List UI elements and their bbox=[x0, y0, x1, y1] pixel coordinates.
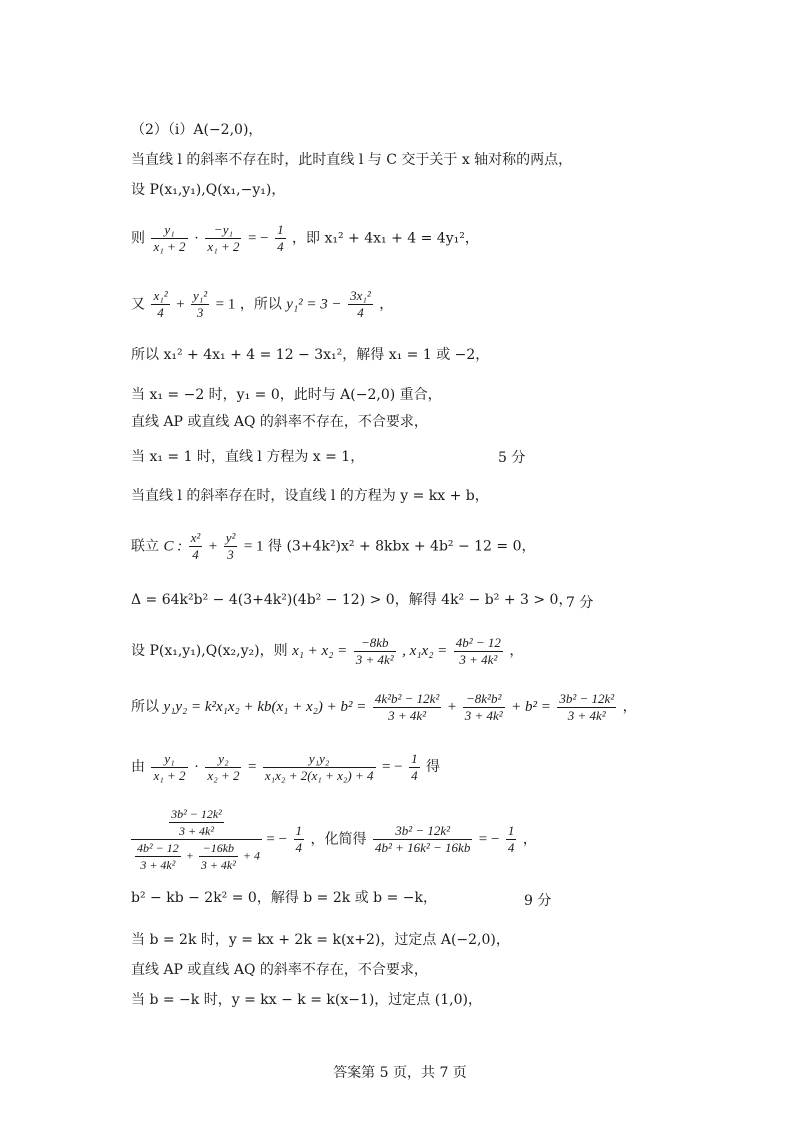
line-quadratic-b: b² − kb − 2k² = 0，解得 b = 2k 或 b = −k， bbox=[131, 890, 437, 906]
line-set-points: 设 P(x₁,y₁),Q(x₁,−y₁)， bbox=[131, 182, 286, 198]
fraction: $\frac{\text{3b² − 12k²}}{\text{3 + 4k²}}$ bbox=[559, 690, 615, 723]
line-solve-x1: 所以 x₁² + 4x₁ + 4 = 12 − 3x₁²，解得 x₁ = 1 或 −2， bbox=[131, 347, 490, 363]
line-y1y2: 所以 y₁y₂ = k²x₁x₂ + kb(x₁ + x₂) + b² = $\frac{\text{4k²b² − 12k²}}{\text{3 + 4k²}}$ + $\frac{\text{−8k²b²}}{\text{3 + 4k²}}$ + b² = $\frac{\text{3b² − 12k²}}{\text{3 + 4k²}}$ ， bbox=[131, 690, 637, 723]
fraction: $\frac{1}{4}$ bbox=[295, 823, 303, 855]
line-ellipse-eq: 又 $\frac{\text{x₁²}}{4}$ + $\frac{\text{y₁²}}{3}$ = 1 ，所以 y₁² = 3 − $\frac{\text{3x₁²}}{4}$ ， bbox=[131, 288, 394, 320]
fraction: $\frac{\text{3b² − 12k²}}{\text{4b² + 16k² − 16kb}}$ bbox=[374, 823, 471, 855]
fraction: $\frac{\text{y₂}}{\text{x₂ + 2}}$ bbox=[207, 750, 240, 783]
page-footer: 答案第 5 页，共 7 页 bbox=[333, 1065, 467, 1081]
fraction: $\frac{\text{y₁}}{\text{x₁ + 2}}$ bbox=[153, 222, 186, 254]
fraction: $\frac{1}{4}$ bbox=[277, 222, 284, 254]
fraction: $\frac{\text{4b² − 12}}{\text{3 + 4k²}}$ bbox=[455, 634, 501, 667]
fraction: $\frac{\text{y²}}{3}$ bbox=[225, 530, 236, 562]
score-9: 9 分 bbox=[524, 893, 552, 909]
line-complex-fraction: $\frac{\text{3b² − 12k²}}{\text{3 + 4k²}}$ $\frac{\text{4b² − 12}}{\text{3 + 4k²}}$ + $\frac{-16kb}{\text{3 + 4k²}}$ + 4 = − $\frac{1}{4}$ ，化简得 $\frac{\text{3b² − 12k²}}{\text{4b² + 16k² − 16kb}}$ = − $\frac{1}{4}$ ， bbox=[131, 806, 537, 873]
line-b-2k: 当 b = 2k 时，y = kx + 2k = k(x+2)，过定点 A(−2,0)， bbox=[131, 932, 510, 948]
line-vieta: 设 P(x₁,y₁),Q(x₂,y₂)，则 x₁ + x₂ = $\frac{-8kb}{\text{3 + 4k²}}$ , x₁x₂ = $\frac{\text{4b² − 12}}{\text{3 + 4k²}}$ ， bbox=[131, 634, 524, 667]
line-part2-header: （2）（i）A(−2,0)， bbox=[131, 122, 263, 138]
fraction: $\frac{\text{x²}}{4}$ bbox=[190, 530, 201, 562]
line-not-valid-1: 直线 AP 或直线 AQ 的斜率不存在，不合要求， bbox=[131, 414, 428, 430]
fraction: $\frac{1}{4}$ bbox=[507, 823, 515, 855]
score-7: 7 分 bbox=[566, 595, 594, 611]
fraction: $\frac{\text{y₁²}}{3}$ bbox=[193, 288, 208, 320]
line-x1-1: 当 x₁ = 1 时，直线 l 方程为 x = 1， bbox=[131, 449, 365, 465]
line-discriminant: Δ = 64k²b² − 4(3+4k²)(4b² − 12) > 0，解得 4k² − b² + 3 > 0， bbox=[131, 592, 573, 608]
fraction: $\frac{\text{4k²b² − 12k²}}{\text{3 + 4k²}}$ bbox=[374, 690, 440, 723]
complex-fraction: $\frac{\text{3b² − 12k²}}{\text{3 + 4k²}}$ $\frac{\text{4b² − 12}}{\text{3 + 4k²}}$ + $\frac{-16kb}{\text{3 + 4k²}}$ + 4 bbox=[131, 806, 262, 873]
fraction: $\frac{\text{y₁y₂}}{\text{x₁x₂ + 2(x₁ + x₂) + 4}}$ bbox=[264, 750, 374, 783]
fraction: $\frac{\text{−8k²b²}}{\text{3 + 4k²}}$ bbox=[464, 690, 503, 723]
fraction: $\frac{\text{3x₁²}}{4}$ bbox=[350, 288, 371, 320]
line-slope-product: 则 $\frac{\text{y₁}}{\text{x₁ + 2}}$ · $\frac{\text{−y₁}}{\text{x₁ + 2}}$ = − $\frac{1}{4}$ ，即 x₁² + 4x₁ + 4 = 4y₁²， bbox=[131, 222, 479, 254]
line-not-valid-2: 直线 AP 或直线 AQ 的斜率不存在，不合要求， bbox=[131, 962, 428, 978]
line-b-minus-k: 当 b = −k 时，y = kx − k = k(x−1)，过定点 (1,0)， bbox=[131, 992, 482, 1008]
line-product-condition: 由 $\frac{\text{y₁}}{\text{x₁ + 2}}$ · $\frac{\text{y₂}}{\text{x₂ + 2}}$ = $\frac{\text{y₁y₂}}{\text{x₁x₂ + 2(x₁ + x₂) + 4}}$ = − $\frac{1}{4}$ 得 bbox=[131, 750, 441, 783]
line-simultaneous: 联立 C : $\frac{\text{x²}}{4}$ + $\frac{\text{y²}}{3}$ = 1 得 (3+4k²)x² + 8kbx + 4b² − 12 = 0， bbox=[131, 530, 536, 562]
fraction: $\frac{1}{4}$ bbox=[411, 750, 418, 783]
fraction: $\frac{\text{y₁}}{\text{x₁ + 2}}$ bbox=[153, 750, 186, 783]
line-x1-minus2: 当 x₁ = −2 时，y₁ = 0，此时与 A(−2,0) 重合， bbox=[131, 387, 442, 403]
line-slope-exists: 当直线 l 的斜率存在时，设直线 l 的方程为 y = kx + b， bbox=[131, 488, 489, 504]
fraction: $\frac{-8kb}{\text{3 + 4k²}}$ bbox=[355, 634, 394, 667]
text-ze: 则 bbox=[131, 230, 145, 247]
fraction: $\frac{\text{−y₁}}{\text{x₁ + 2}}$ bbox=[207, 222, 240, 254]
score-5: 5 分 bbox=[498, 450, 526, 466]
line-vertical-case: 当直线 l 的斜率不存在时，此时直线 l 与 C 交于关于 x 轴对称的两点， bbox=[131, 152, 573, 168]
fraction: $\frac{\text{x₁²}}{4}$ bbox=[153, 288, 168, 320]
